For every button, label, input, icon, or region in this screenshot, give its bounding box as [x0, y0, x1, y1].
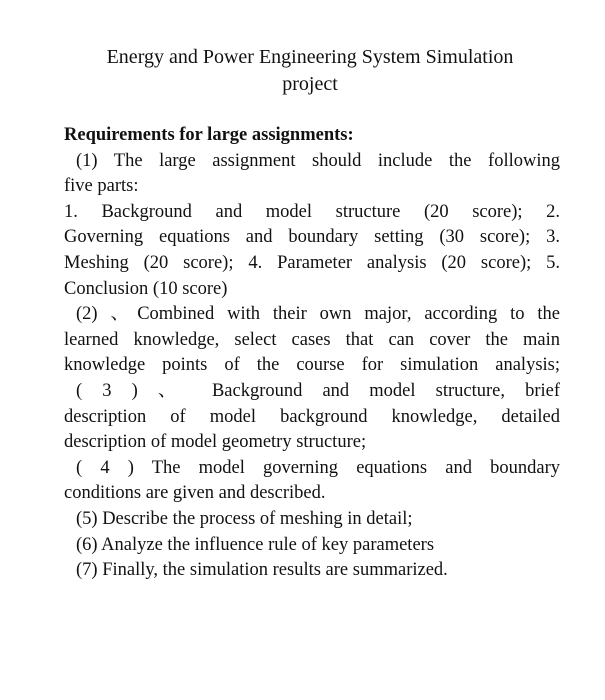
text-line: description of model background knowledge, detailed — [64, 406, 560, 427]
text-line: knowledge points of the course for simulation analysis; — [64, 355, 560, 376]
text-line: learned knowledge, select cases that can cover the main — [64, 329, 560, 350]
text-line: ( 4 ) The model governing equations and boundary — [76, 457, 560, 478]
title-line-1: Energy and Power Engineering System Simulation — [106, 46, 514, 68]
text-line: (7) Finally, the simulation results are summarized. — [76, 560, 448, 581]
text-line: (5) Describe the process of meshing in detail; — [76, 508, 413, 529]
text-line: Governing equations and boundary setting (30 score); 3. — [64, 227, 560, 248]
title-line-2: project — [282, 73, 338, 95]
requirements-section — [64, 123, 560, 584]
text-line: 1. Background and model structure (20 score); 2. — [64, 201, 560, 222]
text-line: (6) Analyze the influence rule of key parameters — [76, 534, 435, 555]
text-line: (2) 、Combined with their own major, according to the — [76, 304, 560, 325]
text-line: (1) The large assignment should include the following — [76, 150, 560, 171]
text-line: five parts: — [64, 176, 139, 197]
requirements-heading: Requirements for large assignments: — [64, 125, 354, 145]
text-line: conditions are given and described. — [64, 483, 326, 504]
text-line: Conclusion (10 score) — [64, 278, 228, 299]
text-line: Meshing (20 score); 4. Parameter analysis (20 score); 5. — [64, 252, 560, 273]
document-title — [60, 44, 560, 98]
text-line: ( 3 ) 、 Background and model structure, brief — [76, 380, 560, 401]
text-line: description of model geometry structure; — [64, 432, 367, 453]
